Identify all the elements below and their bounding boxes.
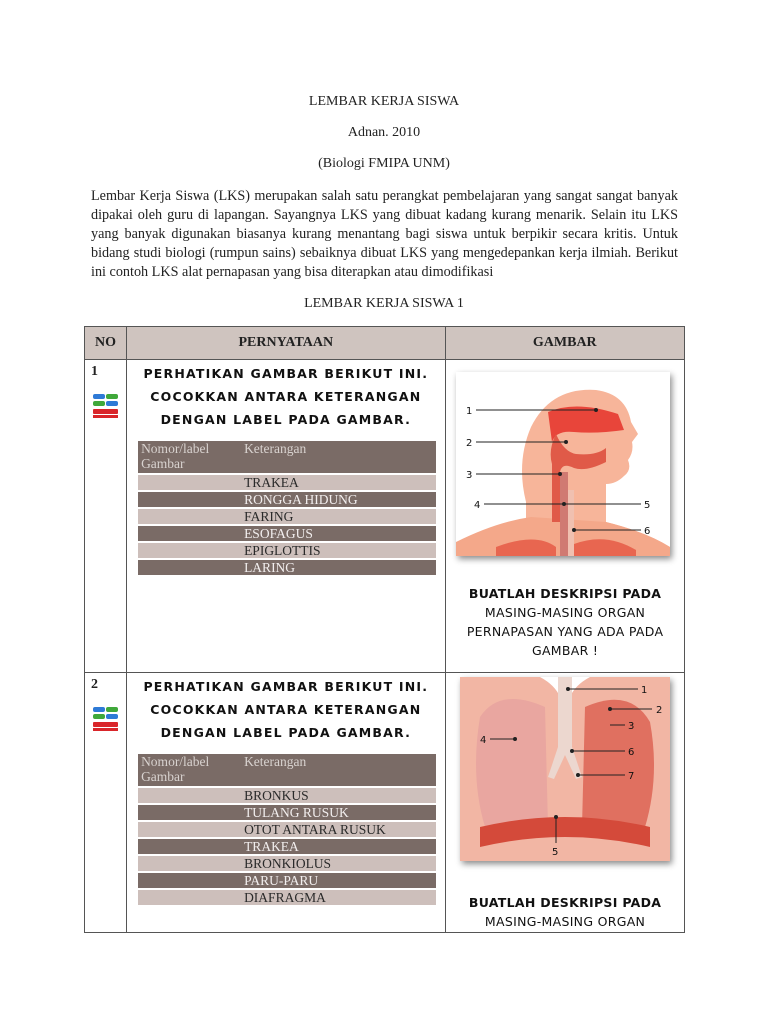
figure-label: 6 (627, 747, 634, 758)
list-item: FARING (138, 509, 436, 524)
list-item: ESOFAGUS (138, 526, 436, 541)
figure-label: 5 (551, 847, 558, 858)
matching-table (138, 439, 436, 577)
list-item: BRONKIOLUS (138, 856, 436, 871)
figure-label: 1 (640, 685, 647, 696)
figure-label: 7 (627, 771, 634, 782)
instruction-text: PERHATIKAN GAMBAR BERIKUT INI. COCOKKAN ANTARA KETERANGAN DENGAN LABEL PADA GAMBAR. (143, 366, 429, 427)
label-answer-field[interactable] (138, 890, 241, 905)
table-row (85, 360, 685, 673)
row-number-cell (85, 673, 127, 933)
list-item: TRAKEA (138, 475, 436, 490)
figure-label: 2 (655, 705, 662, 716)
figure-label: 6 (643, 526, 650, 537)
head-anatomy-illustration (456, 372, 670, 556)
list-item: OTOT ANTARA RUSUK (138, 822, 436, 837)
figure-label: 1 (465, 406, 472, 417)
label-answer-field[interactable] (138, 805, 241, 820)
label-answer-field[interactable] (138, 543, 241, 558)
figure-label: 4 (473, 500, 480, 511)
row-number-cell (85, 360, 127, 673)
head-airway-figure (456, 372, 670, 556)
label-answer-field[interactable] (138, 788, 241, 803)
figure-label: 4 (479, 735, 486, 746)
worksheet-table (84, 326, 685, 933)
list-item: TRAKEA (138, 839, 436, 854)
lungs-figure (460, 677, 670, 861)
col-label-header: Nomor/label Gambar (138, 754, 241, 786)
row-number: 1 (91, 364, 98, 379)
image-cell (445, 360, 684, 673)
label-answer-field[interactable] (138, 560, 241, 575)
figure-label: 5 (643, 500, 650, 511)
label-answer-field[interactable] (138, 475, 241, 490)
task-description: BUATLAH DESKRIPSI PADA MASING-MASING ORGAN PERNAPASAN YANG ADA PADA GAMBAR ! (466, 586, 664, 658)
list-item: BRONKUS (138, 788, 436, 803)
lungs-anatomy-illustration (460, 677, 670, 861)
doc-author: Adnan. 2010 (347, 125, 421, 140)
matching-header (138, 754, 436, 786)
figure-label: 3 (627, 721, 634, 732)
list-item: PARU-PARU (138, 873, 436, 888)
table-row (85, 673, 685, 933)
matching-header (138, 441, 436, 473)
list-item: TULANG RUSUK (138, 805, 436, 820)
col-label-header: Nomor/label Gambar (138, 441, 241, 473)
intro-paragraph: Lembar Kerja Siswa (LKS) merupakan salah satu perangkat pembelajaran yang sangat sangat banyak dipakai oleh guru di lapangan. Sayangnya LKS yang dibuat kadang kurang menarik. Selain itu LKS yang banyak digunakan biasanya kurang menantang bagi siswa untuk berpikir secara kritis. Untuk bidang studi biologi (rumpun sains) sebaiknya dibuat LKS yang mengedepankan kerja ilmiah. Berikut ini contoh LKS alat pernapasan yang bisa diterapkan atau dimodifikasi (91, 188, 678, 280)
instruction-text: PERHATIKAN GAMBAR BERIKUT INI. COCOKKAN ANTARA KETERANGAN DENGAN LABEL PADA GAMBAR. (143, 679, 429, 740)
list-item: DIAFRAGMA (138, 890, 436, 905)
matching-table (138, 752, 436, 907)
books-icon (92, 705, 120, 733)
label-answer-field[interactable] (138, 873, 241, 888)
header-no: NO (85, 327, 127, 360)
doc-affiliation: (Biologi FMIPA UNM) (318, 156, 450, 171)
label-answer-field[interactable] (138, 822, 241, 837)
statement-cell (127, 673, 446, 933)
doc-title: LEMBAR KERJA SISWA (308, 94, 460, 109)
figure-label: 2 (465, 438, 472, 449)
list-item: LARING (138, 560, 436, 575)
header-statement: PERNYATAAN (127, 327, 446, 360)
list-item: RONGGA HIDUNG (138, 492, 436, 507)
image-cell (445, 673, 684, 933)
statement-cell (127, 360, 446, 673)
header-image: GAMBAR (445, 327, 684, 360)
label-answer-field[interactable] (138, 526, 241, 541)
col-desc-header: Keterangan (241, 754, 436, 786)
label-answer-field[interactable] (138, 856, 241, 871)
books-icon (92, 392, 120, 420)
col-desc-header: Keterangan (241, 441, 436, 473)
label-answer-field[interactable] (138, 492, 241, 507)
row-number: 2 (91, 677, 98, 692)
label-answer-field[interactable] (138, 839, 241, 854)
task-description: BUATLAH DESKRIPSI PADA MASING-MASING ORGAN (468, 895, 662, 929)
figure-label: 3 (465, 470, 472, 481)
label-answer-field[interactable] (138, 509, 241, 524)
table-header-row (85, 327, 685, 360)
worksheet-title: LEMBAR KERJA SISWA 1 (304, 296, 464, 311)
list-item: EPIGLOTTIS (138, 543, 436, 558)
